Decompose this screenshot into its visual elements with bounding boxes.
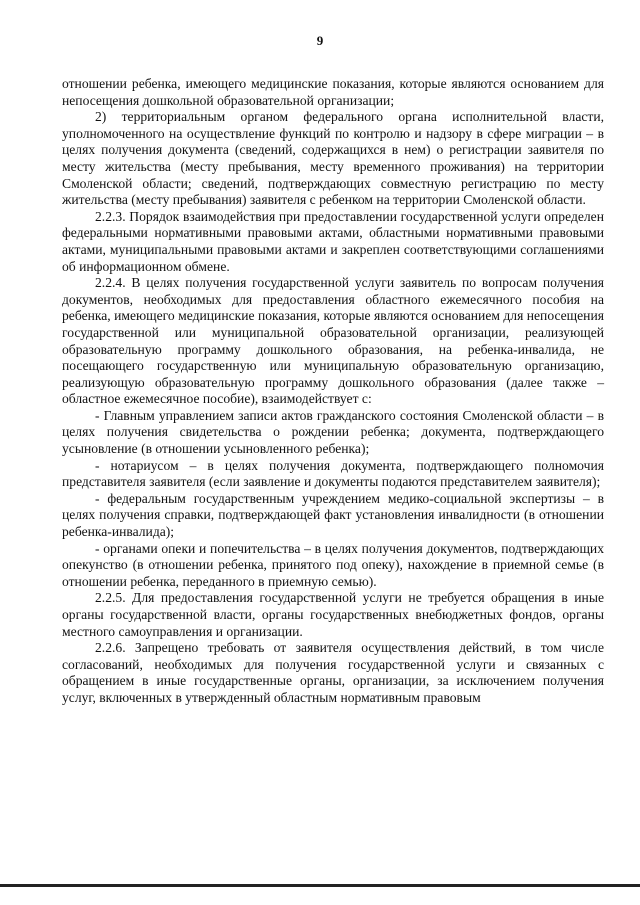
paragraph-2-2-4: 2.2.4. В целях получения государственной услуги заявитель по вопросам получения документов, необходимых для предоставления областного ежемесячного пособия на ребенка, имеющего медицинские показания, которые являются основанием для непосещения государственной или муниципальной образовательной организации, реализующей образовательную программу дошкольного образования, на ребенка-инвалида, не посещающего государственную или муниципальную образовательную организацию, реализующую образовательную программу дошкольного образования (далее также – областное ежемесячное пособие), взаимодействует с: bbox=[62, 275, 604, 407]
paragraph-2-2-6: 2.2.6. Запрещено требовать от заявителя осуществления действий, в том числе согласований, необходимых для получения государственной услуги и связанных с обращением в иные государственные органы, организации, за исключением получения услуг, включенных в утвержденный областным нормативным правовым bbox=[62, 640, 604, 705]
bottom-border-line bbox=[0, 884, 640, 887]
paragraph-continuation: отношении ребенка, имеющего медицинские показания, которые являются основанием для непосещения дошкольной образовательной организации; bbox=[62, 76, 604, 108]
page-number: 9 bbox=[316, 33, 324, 48]
list-item-notary: - нотариусом – в целях получения документа, подтверждающего полномочия представителя заявителя (если заявление и документы подаются представителем заявителя); bbox=[62, 457, 604, 490]
list-item-medical-expertise: - федеральным государственным учреждением медико-социальной экспертизы – в целях получения справки, подтверждающей факт установления инвалидности (в отношении ребенка-инвалида); bbox=[62, 490, 604, 540]
document-body bbox=[62, 76, 604, 707]
paragraph-migration-authority: 2) территориальным органом федерального органа исполнительной власти, уполномоченного на осуществление функций по контролю и надзору в сфере миграции – в целях получения документа (сведений, содержащихся в нем) о регистрации заявителя по месту жительства (месту пребывания, месту временного проживания) на территории Смоленской области; сведений, подтверждающих совместную регистрацию по месту жительства (месту пребывания) заявителя с ребенком на территории Смоленской области. bbox=[62, 109, 604, 208]
paragraph-2-2-5: 2.2.5. Для предоставления государственной услуги не требуется обращения в иные органы государственной власти, органы государственных внебюджетных фондов, органы местного самоуправления и организации. bbox=[62, 590, 604, 639]
paragraph-2-2-3: 2.2.3. Порядок взаимодействия при предоставлении государственной услуги определен федеральными нормативными правовыми актами, областными нормативными правовыми актами, муниципальными правовыми актами и закреплен соответствующими соглашениями об информационном обмене. bbox=[62, 208, 604, 274]
list-item-guardianship: - органами опеки и попечительства – в целях получения документов, подтверждающих опекунство (в отношении ребенка, принятого под опеку), нахождение в приемной семье (в отношении ребенка, переданного в приемную семью). bbox=[62, 540, 604, 589]
list-item-civil-registry: - Главным управлением записи актов гражданского состояния Смоленской области – в целях получения свидетельства о рождении ребенка; документа, подтверждающего усыновление (в отношении усыновленного ребенка); bbox=[62, 407, 604, 457]
